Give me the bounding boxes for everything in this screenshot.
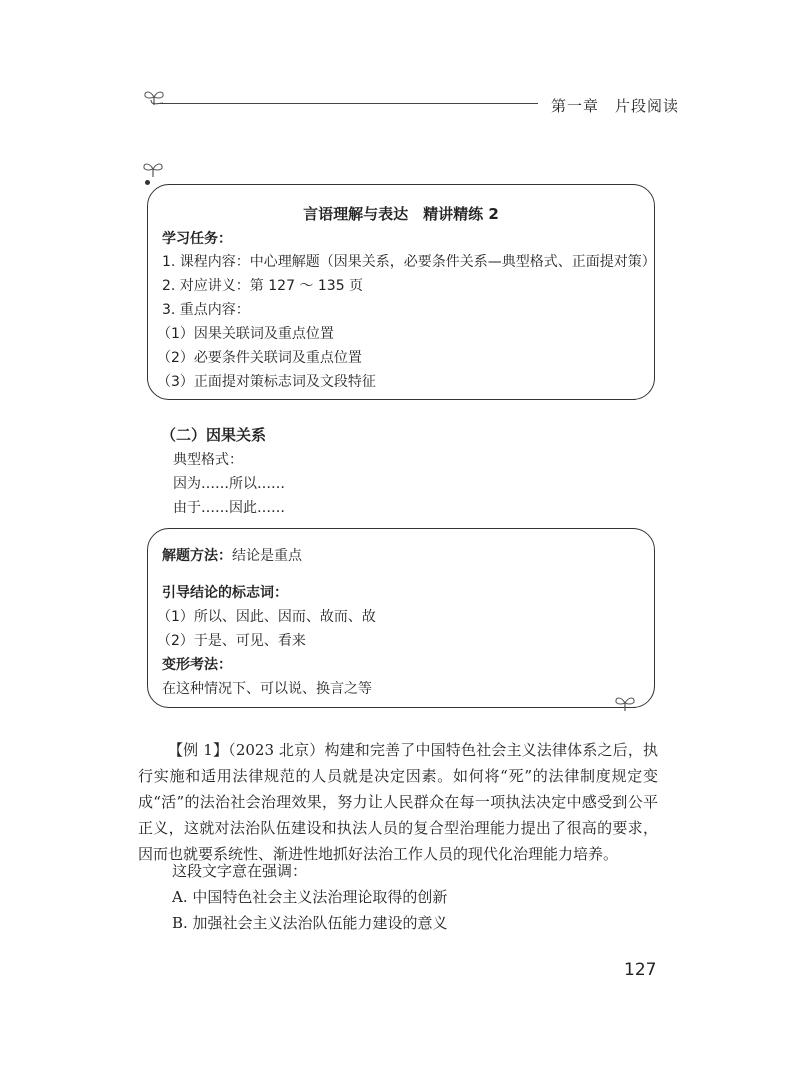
method-text: 结论是重点 — [232, 548, 302, 564]
format-label: 典型格式： — [173, 452, 243, 468]
option-a: A. 中国特色社会主义法治理论取得的创新 — [172, 888, 448, 906]
example-text: 构建和完善了中国特色社会主义法律体系之后，执行实施和适用法律规范的人员就是决定因素。如何将“死”的法律制度规定变成“活”的法治社会治理效果，努力让人民群众在每一项执法决定中感受到公平正义，这就对法治队伍建设和执法人员的复合型治理能力提出了很高的要求，因而也就要系统性、渐进性地抓好法治工作人员的现代化治理能力培养。 — [138, 741, 658, 863]
example-paragraph — [138, 737, 658, 867]
task-line: （3）正面提对策标志词及文段特征 — [157, 374, 376, 390]
lead-item: （2）于是、可见、看来 — [157, 633, 306, 649]
format-line: 由于……因此…… — [173, 500, 285, 516]
box1-title: 言语理解与表达 精讲精练 2 — [303, 205, 499, 223]
chapter-title: 第一章 片段阅读 — [551, 97, 680, 115]
header-line-curve — [150, 100, 164, 108]
example-tag: 【例 1】 — [168, 741, 229, 759]
format-line: 因为……所以…… — [173, 476, 285, 492]
header-rule — [160, 103, 538, 104]
lead-item: （1）所以、因此、因而、故而、故 — [157, 609, 376, 625]
variant-text: 在这种情况下、可以说、换言之等 — [162, 681, 372, 697]
study-task-heading: 学习任务： — [162, 231, 232, 247]
page-number: 127 — [624, 960, 657, 980]
box-dot — [145, 180, 150, 185]
example-source: （2023 北京） — [228, 741, 325, 759]
sprout-icon — [613, 694, 637, 712]
task-line: 3. 重点内容： — [162, 302, 250, 318]
question-stem: 这段文字意在强调： — [172, 862, 308, 880]
task-line: （1）因果关联词及重点位置 — [157, 326, 334, 342]
sprout-icon — [141, 160, 165, 178]
lead-label: 引导结论的标志词： — [162, 585, 288, 601]
method-label: 解题方法： — [162, 548, 232, 564]
task-line: 2. 对应讲义：第 127 ～ 135 页 — [162, 278, 364, 294]
task-line: （2）必要条件关联词及重点位置 — [157, 350, 362, 366]
method-line — [162, 545, 302, 565]
variant-label: 变形考法： — [162, 657, 232, 673]
option-b: B. 加强社会主义法治队伍能力建设的意义 — [172, 914, 448, 932]
task-line: 1. 课程内容：中心理解题（因果关系，必要条件关系—典型格式、正面提对策） — [162, 254, 656, 270]
section-title: （二）因果关系 — [161, 426, 267, 444]
